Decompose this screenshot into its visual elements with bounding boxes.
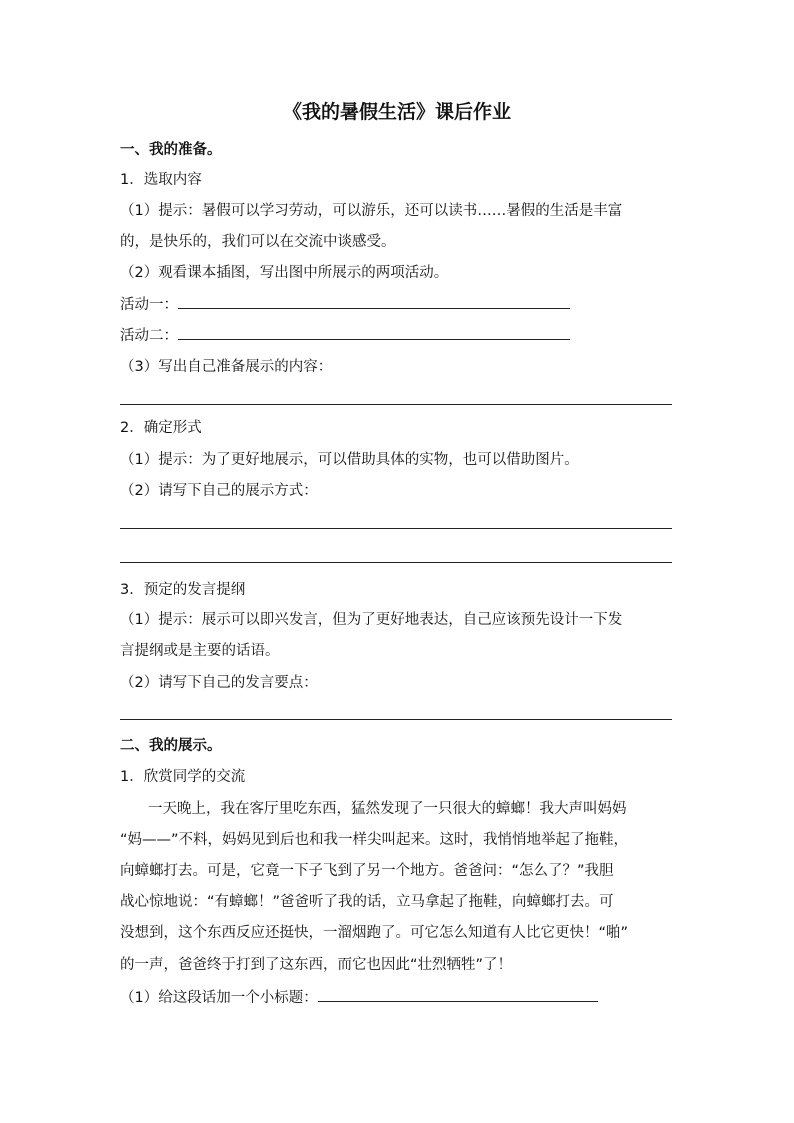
question-1-hint-line-2: 的，是快乐的，我们可以在交流中谈感受。 <box>120 234 396 250</box>
section-2-heading: 二、我的展示。 <box>120 738 222 754</box>
passage-line: 战心惊地说：“有蟑螂！”爸爸听了我的话，立马拿起了拖鞋，向蟑螂打去。可 <box>120 894 614 910</box>
format-answer-line-1[interactable] <box>120 528 672 529</box>
activity-2-answer-line[interactable] <box>178 325 570 340</box>
passage-line: 向蟑螂打去。可是，它竟一下子飞到了另一个地方。爸爸问：“怎么了？”我胆 <box>120 863 614 879</box>
format-answer-line-2[interactable] <box>120 562 672 563</box>
question-1-task-3: （3）写出自己准备展示的内容： <box>120 359 333 375</box>
activity-1-row <box>120 294 570 315</box>
page-title: 《我的暑假生活》课后作业 <box>282 101 511 123</box>
section-1-heading: 一、我的准备。 <box>120 142 222 158</box>
question-2-label: 2．确定形式 <box>120 420 202 436</box>
question-3-label: 3．预定的发言提纲 <box>120 582 246 598</box>
passage-line: 的一声，爸爸终于打到了这东西，而它也因此“壮烈牺牲”了！ <box>120 957 513 973</box>
passage-line: 一天晚上，我在客厅里吃东西，猛然发现了一只很大的蟑螂！我大声叫妈妈 <box>148 801 627 817</box>
activity-1-label: 活动一： <box>120 297 178 313</box>
question-2-hint: （1）提示：为了更好地展示，可以借助具体的实物，也可以借助图片。 <box>120 452 579 468</box>
question-1-label: 1．选取内容 <box>120 172 202 188</box>
question-3-task-2: （2）请写下自己的发言要点： <box>120 675 318 691</box>
section-2-question-1-label: 1．欣赏同学的交流 <box>120 769 246 785</box>
question-3-hint-line-2: 言提纲或是主要的话语。 <box>120 643 280 659</box>
question-1-hint-line-1: （1）提示：暑假可以学习劳动，可以游乐，还可以读书……暑假的生活是丰富 <box>120 203 623 219</box>
question-2-task-2: （2）请写下自己的展示方式： <box>120 483 318 499</box>
subtitle-answer-line[interactable] <box>318 987 598 1002</box>
activity-1-answer-line[interactable] <box>178 294 570 309</box>
subtitle-task-label: （1）给这段话加一个小标题： <box>120 990 318 1006</box>
activity-2-row <box>120 325 570 346</box>
passage-line: 没想到，这个东西反应还挺快，一溜烟跑了。可它怎么知道有人比它更快！“啪” <box>120 925 629 941</box>
content-answer-line[interactable] <box>120 404 672 405</box>
question-1-task-2: （2）观看课本插图，写出图中所展示的两项活动。 <box>120 265 449 281</box>
question-3-hint-line-1: （1）提示：展示可以即兴发言，但为了更好地表达，自己应该预先设计一下发 <box>120 612 623 628</box>
passage-line: “妈——”不料，妈妈见到后也和我一样尖叫起来。这时，我悄悄地举起了拖鞋， <box>120 832 629 848</box>
speech-points-answer-line[interactable] <box>120 719 672 720</box>
activity-2-label: 活动二： <box>120 328 178 344</box>
subtitle-task-row <box>120 987 598 1008</box>
